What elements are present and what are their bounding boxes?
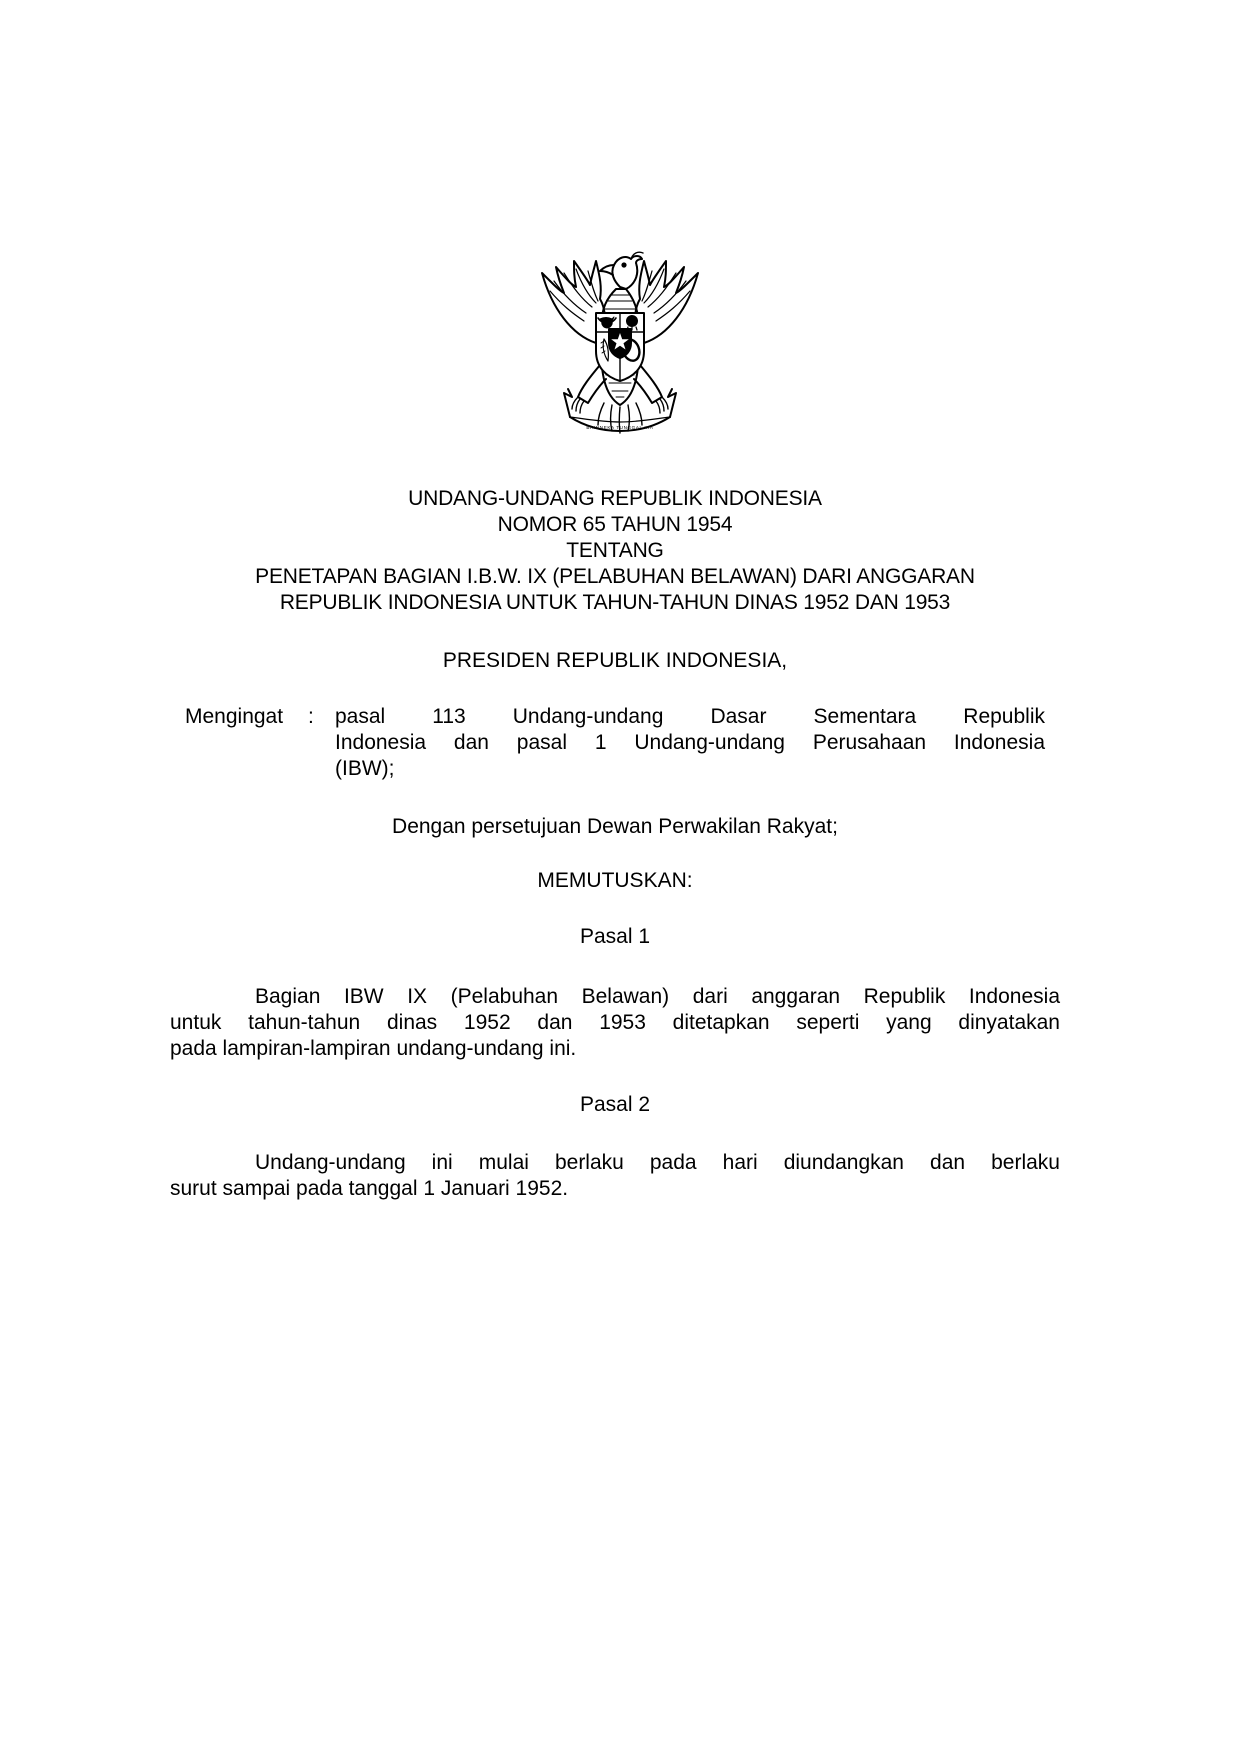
presiden-heading: PRESIDEN REPUBLIK INDONESIA, [442,649,788,672]
law-subject-line1: PENETAPAN BAGIAN I.B.W. IX (PELABUHAN BELAWAN) DARI ANGGARAN [255,565,975,588]
law-tentang-line: TENTANG [566,539,664,562]
law-number-line: NOMOR 65 TAHUN 1954 [497,513,733,536]
pasal1-line2: untuk tahun-tahun dinas 1952 dan 1953 ditetapkan seperti yang dinyatakan [170,1011,1060,1034]
pasal2-heading: Pasal 2 [579,1093,651,1116]
pasal1-line3: pada lampiran-lampiran undang-undang ini. [170,1037,577,1060]
law-subject-line2: REPUBLIK INDONESIA UNTUK TAHUN-TAHUN DINAS 1952 DAN 1953 [279,591,951,614]
emblem-motto-text: BHINNEKA TUNGGAL IKA [586,425,654,430]
document-content [170,486,1060,1202]
considering-text-line1: pasal 113 Undang-undang Dasar Sementara Republik [335,705,1045,728]
considering-label: Mengingat [185,705,284,728]
pasal1-paragraph [170,984,1060,1062]
pasal1-line1: Bagian IBW IX (Pelabuhan Belawan) dari anggaran Republik Indonesia [255,985,1060,1008]
pasal1-heading: Pasal 1 [579,925,651,948]
pasal2-line2: surut sampai pada tanggal 1 Januari 1952. [170,1177,569,1200]
pasal2-paragraph [170,1150,1060,1202]
law-title-block [170,486,1060,616]
considering-text [335,704,1045,782]
agreement-line: Dengan persetujuan Dewan Perwakilan Rakyat; [392,815,838,838]
considering-text-line2: Indonesia dan pasal 1 Undang-undang Perusahaan Indonesia [335,731,1045,754]
considering-clause [170,704,1060,782]
garuda-pancasila-emblem [534,247,706,442]
pasal2-line1: Undang-undang ini mulai berlaku pada hari diundangkan dan berlaku [255,1151,1060,1174]
law-title-line1: UNDANG-UNDANG REPUBLIK INDONESIA [408,487,822,510]
considering-colon: : [308,705,314,728]
decision-heading: MEMUTUSKAN: [537,869,693,892]
considering-text-line3: (IBW); [335,757,395,780]
